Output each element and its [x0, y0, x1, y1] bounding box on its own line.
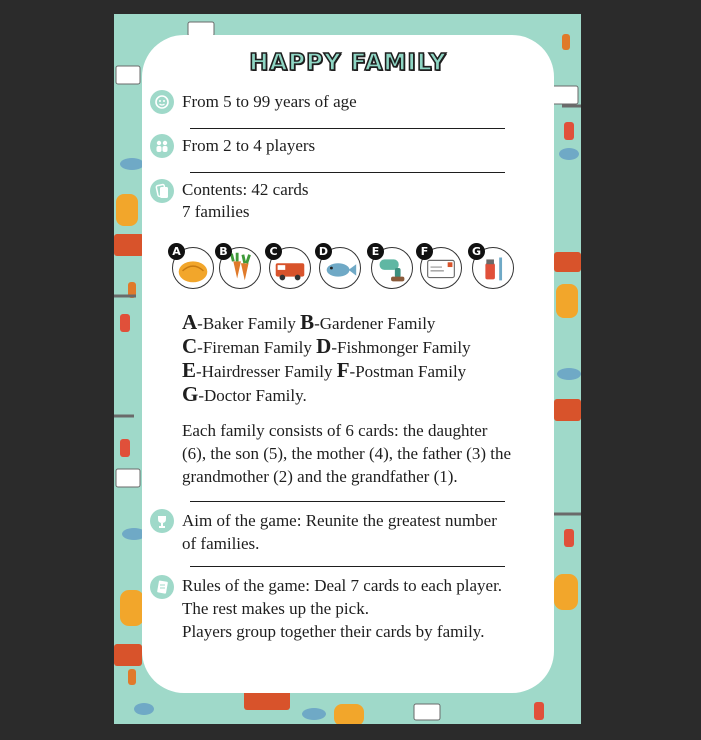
family-letter-badge: D [315, 243, 332, 260]
families-count-text: 7 families [182, 202, 250, 221]
family-letter-badge: G [468, 243, 485, 260]
aim-paragraph [182, 509, 497, 555]
legend-e: -Hairdresser Family [196, 362, 337, 381]
family-letter-badge: A [168, 243, 185, 260]
aim-line: of families. [182, 534, 260, 553]
family-e-token [367, 243, 413, 289]
rules-line: The rest makes up the pick. [182, 599, 369, 618]
age-range-text: From 5 to 99 years of age [182, 92, 357, 111]
divider [190, 128, 505, 129]
legend-b: -Gardener Family [314, 314, 436, 333]
family-c-token [265, 243, 311, 289]
composition-line: (6), the son (5), the mother (4), the father (3) the [182, 444, 512, 463]
family-letter-badge: F [416, 243, 433, 260]
legend-g: -Doctor Family. [198, 386, 307, 405]
rules-line: Rules of the game: Deal 7 cards to each player. [182, 576, 503, 595]
composition-line: Each family consists of 6 cards: the daughter [182, 421, 488, 440]
divider [190, 566, 505, 567]
family-d-token [315, 243, 361, 289]
legend-a: -Baker Family [197, 314, 301, 333]
family-g-token [468, 243, 514, 289]
family-letter-badge: C [265, 243, 282, 260]
trophy-icon [150, 509, 174, 533]
legend-d: -Fishmonger Family [331, 338, 471, 357]
rules-paragraph [182, 574, 502, 643]
family-a-token [168, 243, 214, 289]
players-icon [150, 134, 174, 158]
family-legend: A-Baker Family B-Gardener Family C-Fireman Family D-Fishmonger Family E-Hairdresser Family F-Postman Family G-Doctor Family. [182, 310, 471, 406]
rules-line: Players group together their cards by family. [182, 622, 485, 641]
legend-c: -Fireman Family [197, 338, 317, 357]
composition-line: grandmother (2) and the grandfather (1). [182, 467, 458, 486]
cards-icon [150, 179, 174, 203]
page-title: HAPPY FAMILY [249, 50, 447, 76]
child-face-icon [150, 90, 174, 114]
divider [190, 501, 505, 502]
composition-paragraph [182, 419, 511, 488]
aim-line: Aim of the game: Reunite the greatest number [182, 511, 497, 530]
family-f-token [416, 243, 462, 289]
family-letter-badge: E [367, 243, 384, 260]
divider [190, 172, 505, 173]
rules-icon [150, 575, 174, 599]
players-text: From 2 to 4 players [182, 136, 316, 155]
family-letter-badge: B [215, 243, 232, 260]
family-b-token [215, 243, 261, 289]
legend-f: -Postman Family [349, 362, 467, 381]
contents-text: Contents: 42 cards [182, 180, 309, 199]
